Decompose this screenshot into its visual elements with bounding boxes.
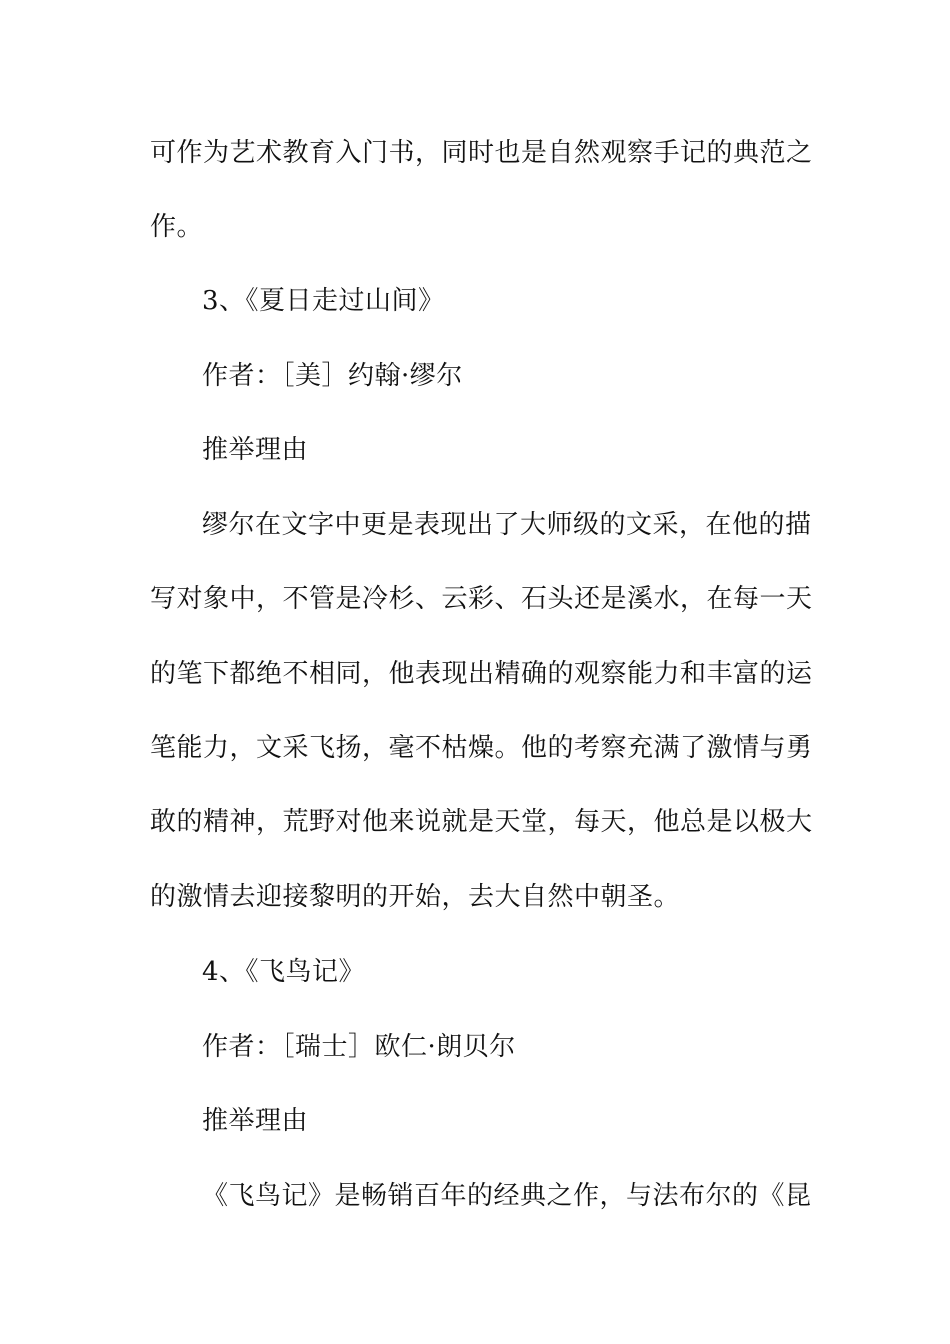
subheading: 推举理由 [202,435,309,465]
subheading: 推举理由 [202,1106,309,1136]
section-heading: 3、《夏日走过山间》 [202,286,445,316]
paragraph-line: 缪尔在文字中更是表现出了大师级的文采，在他的描 [202,510,812,540]
paragraph-line: 写对象中，不管是冷杉、云彩、石头还是溪水，在每一天 [150,584,813,614]
author-line: 作者：［美］约翰·缪尔 [202,361,463,391]
paragraph-line: 笔能力，文采飞扬，毫不枯燥。他的考察充满了激情与勇 [150,733,813,763]
paragraph-line: 的笔下都绝不相同，他表现出精确的观察能力和丰富的运 [150,659,813,689]
section-heading: 4、《飞鸟记》 [202,957,366,987]
paragraph-line: 《飞鸟记》是畅销百年的经典之作，与法布尔的《昆 [202,1181,812,1211]
paragraph-line: 作。 [150,212,204,242]
paragraph-line: 的激情去迎接黎明的开始，去大自然中朝圣。 [150,882,681,912]
paragraph-line: 敢的精神，荒野对他来说就是天堂，每天，他总是以极大 [150,807,813,837]
paragraph-line: 可作为艺术教育入门书，同时也是自然观察手记的典范之 [150,138,813,168]
author-line: 作者：［瑞士］欧仁·朗贝尔 [202,1032,516,1062]
